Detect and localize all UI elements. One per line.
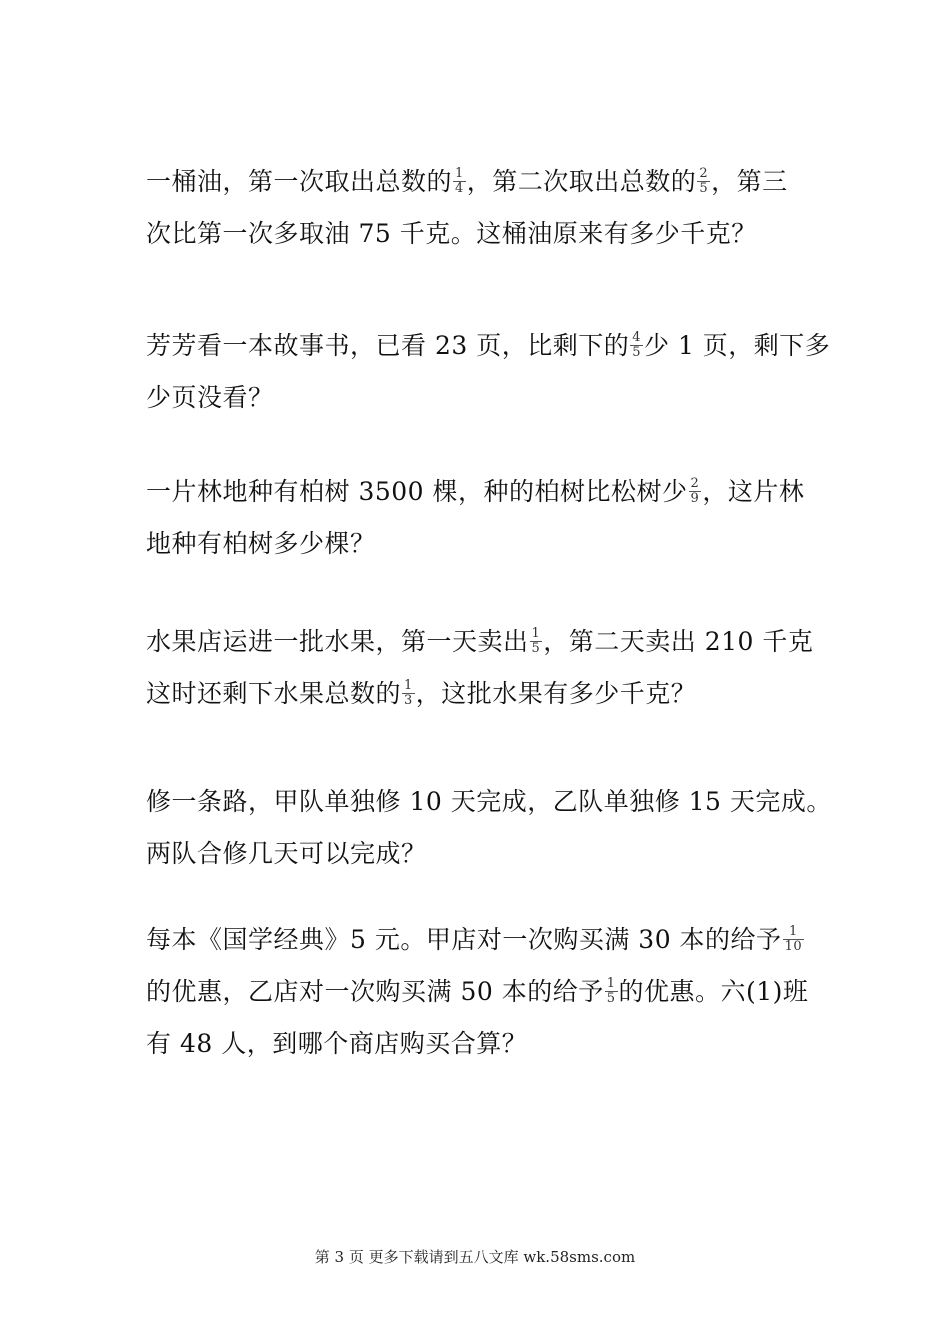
problem-text: 一桶油，第一次取出总数的 (146, 167, 453, 196)
problem-line (146, 616, 816, 668)
fraction (453, 167, 466, 196)
fraction (630, 331, 643, 360)
word-problem (146, 776, 832, 880)
problem-line (146, 372, 816, 424)
problem-line (146, 518, 816, 570)
problem-line (146, 466, 816, 518)
fraction-denominator: 5 (699, 181, 709, 196)
fraction (783, 925, 805, 954)
fraction-denominator: 3 (404, 693, 413, 708)
problem-text: 有 48 人，到哪个商店购买合算？ (146, 1029, 528, 1058)
problem-text: 这时还剩下水果总数的 (146, 679, 402, 708)
problem-line (146, 966, 816, 1018)
problem-text: 芳芳看一本故事书，已看 23 页，比剩下的 (146, 331, 630, 360)
problem-text: ，第二次取出总数的 (466, 167, 697, 196)
fraction-numerator: 2 (699, 166, 709, 181)
fraction-numerator: 1 (455, 166, 464, 181)
fraction (402, 679, 415, 708)
word-problem (146, 156, 816, 260)
problem-line (146, 668, 816, 720)
fraction-numerator: 1 (606, 976, 616, 991)
word-problem (146, 616, 816, 720)
problem-text: 的优惠，乙店对一次购买满 50 本的给予 (146, 977, 604, 1006)
problem-text: 少 1 页，剩下多 (644, 331, 831, 360)
problem-text: 一片林地种有柏树 3500 棵，种的柏树比松树少 (146, 477, 688, 506)
problem-text: 次比第一次多取油 75 千克。这桶油原来有多少千克？ (146, 219, 757, 248)
fraction-numerator: 4 (632, 330, 641, 345)
fraction-numerator: 1 (783, 925, 805, 940)
fraction-denominator: 5 (632, 345, 641, 360)
problem-text: 地种有柏树多少棵？ (146, 529, 376, 558)
problem-line (146, 320, 831, 372)
fraction (689, 477, 702, 506)
problem-text: ，这批水果有多少千克？ (415, 679, 697, 708)
problem-line (146, 208, 816, 260)
fraction-numerator: 2 (690, 476, 700, 491)
problem-text: 修一条路，甲队单独修 10 天完成，乙队单独修 15 天完成。 (146, 787, 832, 816)
problem-text: 每本《国学经典》5 元。甲店对一次购买满 30 本的给予 (146, 925, 782, 954)
problem-line (146, 776, 832, 828)
problem-line (146, 156, 816, 208)
page-footer: 第 3 页 更多下载请到五八文库 wk.58sms.com (314, 1248, 636, 1266)
problem-text: 的优惠。六(1)班 (618, 977, 809, 1006)
fraction-numerator: 1 (404, 678, 413, 693)
fraction-denominator: 5 (531, 641, 541, 656)
fraction (605, 977, 618, 1006)
problem-line (146, 914, 816, 966)
problem-line (146, 828, 816, 880)
fraction (530, 627, 543, 656)
problem-text: 少页没看？ (146, 383, 274, 412)
fraction-denominator: 9 (690, 491, 700, 506)
word-problem (146, 466, 816, 570)
word-problem (146, 914, 816, 1070)
fraction-denominator: 10 (784, 939, 803, 954)
fraction-numerator: 1 (531, 626, 541, 641)
problem-line (146, 1018, 816, 1070)
problem-text: ，第二天卖出 210 千克 (543, 627, 814, 656)
problem-text: ，这片林 (702, 477, 805, 506)
fraction-denominator: 4 (455, 181, 464, 196)
problem-text: ，第三 (711, 167, 788, 196)
problem-text: 水果店运进一批水果，第一天卖出 (146, 627, 529, 656)
problem-text: 两队合修几天可以完成？ (146, 839, 427, 868)
fraction (697, 167, 710, 196)
fraction-denominator: 5 (606, 991, 616, 1006)
word-problem (146, 320, 831, 424)
